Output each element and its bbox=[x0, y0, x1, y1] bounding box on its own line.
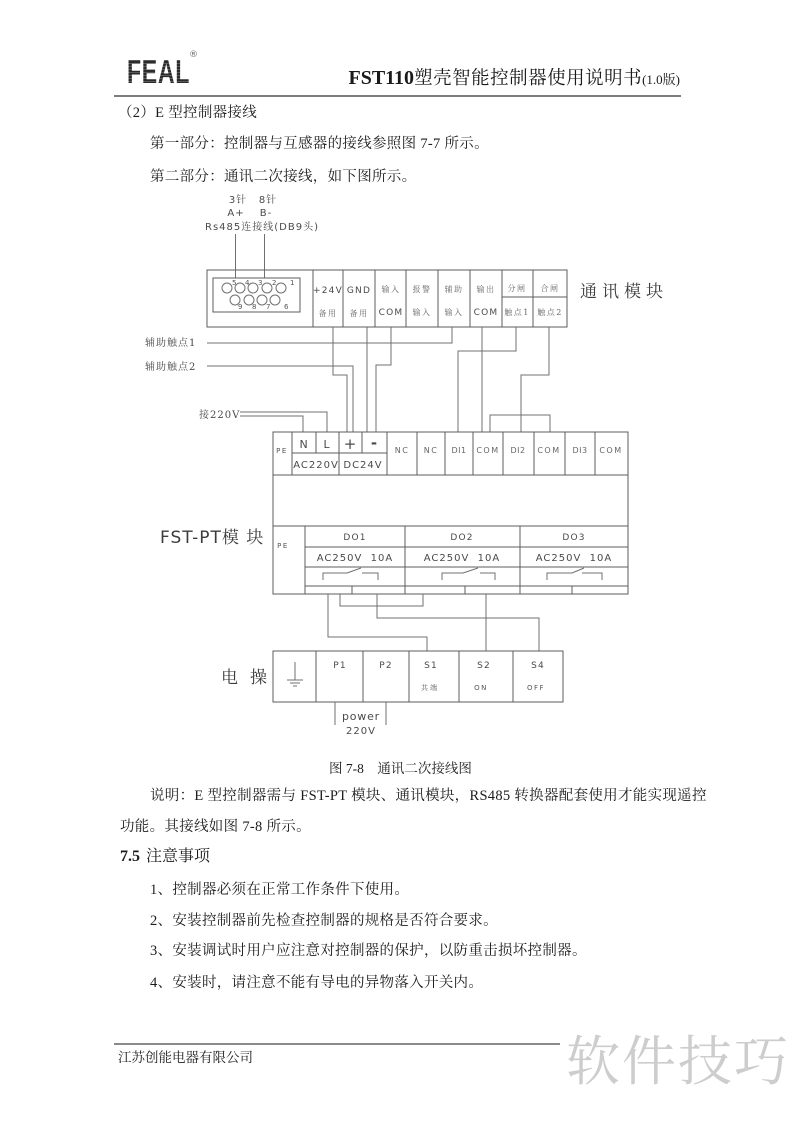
pt-terminal-label: NC bbox=[423, 446, 439, 455]
wire-220v-n bbox=[240, 416, 303, 432]
motor-operator-dividers bbox=[316, 651, 513, 702]
db9-pin-label: 3 bbox=[258, 279, 263, 287]
db9-pin-3 bbox=[248, 283, 258, 293]
pt-module bbox=[273, 432, 628, 594]
pt-terminal-label: DI3 bbox=[572, 446, 588, 455]
title-version: (1.0版) bbox=[642, 72, 680, 87]
comm-module-name: 通讯模块 bbox=[580, 282, 668, 302]
db9-pin-5 bbox=[222, 283, 232, 293]
wire-aux-contact-1 bbox=[207, 327, 452, 343]
title-text: 塑壳智能控制器使用说明书 bbox=[414, 69, 643, 89]
paragraph-part-two: 第二部分：通讯二次接线，如下图所示。 bbox=[150, 169, 417, 185]
db9-pin-label: 6 bbox=[284, 303, 289, 311]
db9-pin-label: 4 bbox=[245, 279, 250, 287]
comm-terminal-label: 输入 bbox=[381, 285, 401, 294]
comm-terminal-sublabel: COM bbox=[378, 308, 404, 318]
comm-module bbox=[207, 270, 668, 327]
registered-mark: ® bbox=[189, 50, 198, 60]
pin-a-signal: A+ bbox=[227, 208, 245, 219]
motor-terminal-label: S4 bbox=[531, 661, 545, 671]
paragraph-part-one: 第一部分：控制器与互感器的接线参照图 7-7 所示。 bbox=[150, 136, 489, 152]
comm-terminal-sublabel: 输入 bbox=[444, 308, 464, 317]
db9-pin-label: 8 bbox=[252, 303, 257, 311]
watermark: 软件技巧 bbox=[566, 1030, 790, 1093]
db9-pin-label: 9 bbox=[238, 303, 243, 311]
do1-label: DO1 bbox=[343, 533, 367, 543]
do3-label: DO3 bbox=[562, 533, 586, 543]
wire-com-bridge bbox=[490, 415, 550, 432]
pt-terminal-label: DI2 bbox=[510, 446, 526, 455]
power-label: power bbox=[342, 710, 380, 723]
pin-b-signal: B- bbox=[259, 208, 273, 219]
title-model: FST110 bbox=[348, 67, 415, 89]
wire-s4-off bbox=[377, 594, 539, 651]
comm-terminal-sublabel: COM bbox=[473, 308, 499, 318]
do3-rating: AC250V 10A bbox=[535, 553, 613, 564]
db9-pin-6 bbox=[270, 295, 280, 305]
section-title: 注意事项 bbox=[146, 848, 211, 865]
subsection-heading: （2）E 型控制器接线 bbox=[118, 105, 258, 121]
section-heading bbox=[120, 847, 210, 867]
relay-switch-icon bbox=[547, 568, 602, 580]
pt-terminal-label: + bbox=[343, 435, 357, 453]
pt-module-name: FST-PT模 块 bbox=[160, 528, 265, 548]
comm-terminal-sublabel: 输入 bbox=[412, 308, 432, 317]
do2-label: DO2 bbox=[450, 533, 474, 543]
db9-pin-2 bbox=[262, 283, 272, 293]
motor-terminal-label: P1 bbox=[333, 661, 347, 671]
relay-switch-icon bbox=[442, 568, 495, 580]
db9-pin-label: 7 bbox=[266, 303, 271, 311]
note-line: 说明：E 型控制器需与 FST-PT 模块、通讯模块，RS485 转换器配套使用才能实现遥控 bbox=[150, 788, 707, 804]
dc24v-label: DC24V bbox=[343, 460, 383, 471]
ac220v-label: AC220V bbox=[293, 460, 339, 471]
rs485-cable-label: Rs485连接线(DB9头) bbox=[205, 222, 319, 233]
pt-terminal-label: COM bbox=[476, 446, 500, 455]
comm-terminal-label: +24V bbox=[313, 286, 343, 296]
pt-terminal-label: PE bbox=[276, 447, 288, 455]
figure-caption: 图 7-8 通讯二次接线图 bbox=[329, 761, 472, 776]
comm-terminal-label: 分闸 bbox=[507, 284, 527, 293]
lower-wiring bbox=[328, 594, 539, 651]
pin-a-number: 3针 bbox=[228, 195, 248, 206]
motor-terminal-label: S2 bbox=[477, 661, 491, 671]
power-voltage: 220V bbox=[346, 726, 376, 737]
aux-contact-1-label: 辅助触点1 bbox=[145, 338, 197, 349]
db9-pin-label: 1 bbox=[290, 279, 295, 287]
feal-logo: FEAL bbox=[127, 53, 191, 90]
db9-pin-label: 2 bbox=[272, 279, 277, 287]
db9-pins bbox=[222, 279, 294, 311]
footer-rule bbox=[114, 1043, 560, 1045]
comm-terminal-label: 输出 bbox=[476, 285, 496, 294]
relay-switch-icon bbox=[323, 568, 378, 580]
footer-company: 江苏创能电器有限公司 bbox=[118, 1050, 253, 1065]
wire-trip-contact-di1 bbox=[458, 327, 516, 432]
pt-terminal-label: L bbox=[323, 438, 331, 451]
pt-terminal-label: - bbox=[370, 434, 378, 452]
motor-terminal-label: P2 bbox=[379, 661, 393, 671]
db9-pin-1 bbox=[276, 283, 286, 293]
pt-terminal-label: N bbox=[299, 438, 309, 451]
motor-terminal-sublabel: OFF bbox=[526, 684, 546, 692]
wire-relay-bridge bbox=[340, 594, 423, 606]
motor-operator bbox=[273, 651, 563, 737]
do2-rating: AC250V 10A bbox=[423, 553, 501, 564]
list-item: 2、安装控制器前先检查控制器的规格是否符合要求。 bbox=[150, 913, 498, 929]
db9-pin-4 bbox=[235, 283, 245, 293]
pt-terminal-label: COM bbox=[537, 446, 561, 455]
ground-icon bbox=[287, 662, 303, 686]
pt-output-pe-label: PE bbox=[277, 542, 289, 550]
wire-aux-contact-2 bbox=[207, 366, 353, 432]
list-item: 4、安装时，请注意不能有导电的异物落入开关内。 bbox=[150, 975, 484, 991]
section-number: 7.5 bbox=[120, 848, 140, 865]
motor-terminal-sublabel: 共端 bbox=[421, 684, 439, 692]
list-item: 1、控制器必须在正常工作条件下使用。 bbox=[150, 882, 410, 898]
motor-operator-name: 电操 bbox=[221, 668, 279, 688]
db9-pin-label: 5 bbox=[232, 279, 237, 287]
comm-terminal-label: 辅助 bbox=[444, 285, 464, 294]
pt-terminal-label: NC bbox=[394, 446, 410, 455]
comm-terminal-sublabel: 备用 bbox=[318, 309, 338, 318]
upper-wiring bbox=[207, 327, 550, 432]
motor-terminal-sublabel: ON bbox=[474, 684, 488, 692]
comm-terminal-sublabel: 触点2 bbox=[537, 308, 563, 317]
pt-terminal-label: DI1 bbox=[451, 446, 467, 455]
rs485-annotation bbox=[205, 193, 319, 278]
note-line: 功能。其接线如图 7-8 所示。 bbox=[120, 819, 311, 835]
comm-terminal-label: GND bbox=[346, 286, 372, 296]
pin-b-number: 8针 bbox=[258, 195, 278, 206]
comm-terminal-label: 报警 bbox=[412, 285, 432, 294]
supply-220v-label: 接220V bbox=[199, 410, 241, 421]
motor-terminal-label: S1 bbox=[424, 661, 438, 671]
list-item: 3、安装调试时用户应注意对控制器的保护，以防重击损坏控制器。 bbox=[150, 943, 587, 959]
aux-contact-2-label: 辅助触点2 bbox=[145, 362, 197, 373]
pt-terminal-label: COM bbox=[599, 446, 623, 455]
comm-terminal-sublabel: 触点1 bbox=[504, 308, 530, 317]
comm-terminal-sublabel: 备用 bbox=[349, 309, 369, 318]
wire-220v-l bbox=[240, 412, 327, 432]
comm-terminal-dividers bbox=[313, 270, 567, 327]
do1-rating: AC250V 10A bbox=[316, 553, 394, 564]
pt-module-outline bbox=[273, 432, 628, 594]
comm-terminal-label: 合闸 bbox=[540, 284, 560, 293]
wire-close-contact-di2 bbox=[521, 327, 549, 432]
